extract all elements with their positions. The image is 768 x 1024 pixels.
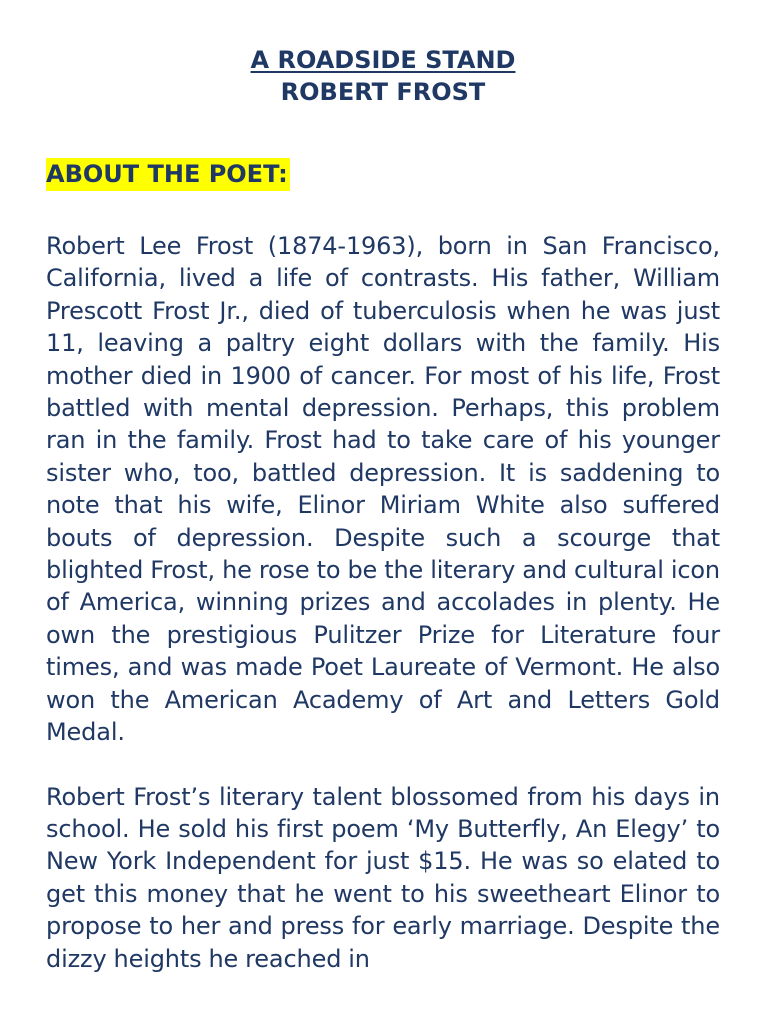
section-heading-highlight: ABOUT THE POET: xyxy=(46,158,290,191)
section-heading xyxy=(46,158,720,190)
poem-author: ROBERT FROST xyxy=(280,78,486,106)
poem-title: A ROADSIDE STAND xyxy=(250,46,516,74)
biography-paragraph-2: Robert Frost’s literary talent blossomed from his days in school. He sold his first poem ‘My Butterfly, An Elegy’ to New York Independent for just $15. He was so elated to get this money that he went to his sweetheart Elinor to propose to her and press for early marriage. Despite the dizzy heights he reached in xyxy=(46,782,720,973)
document-page xyxy=(46,44,720,975)
biography-paragraph-1: Robert Lee Frost (1874-1963), born in San Francisco, California, lived a life of contrasts. His father, William Prescott Frost Jr., died of tuberculosis when he was just 11, leaving a paltry eight dollars with the family. His mother died in 1900 of cancer. For most of his life, Frost battled with mental depression. Perhaps, this problem ran in the family. Frost had to take care of his younger sister who, too, battled depression. It is saddening to note that his wife, Elinor Miriam White also suffered bouts of depression. Despite such a scourge that blighted Frost, he rose to be the literary and cultural icon of America, winning prizes and accolades in plenty. He own the prestigious Pulitzer Prize for Literature four times, and was made Poet Laureate of Vermont. He also won the American Academy of Art and Letters Gold Medal. xyxy=(46,232,720,747)
